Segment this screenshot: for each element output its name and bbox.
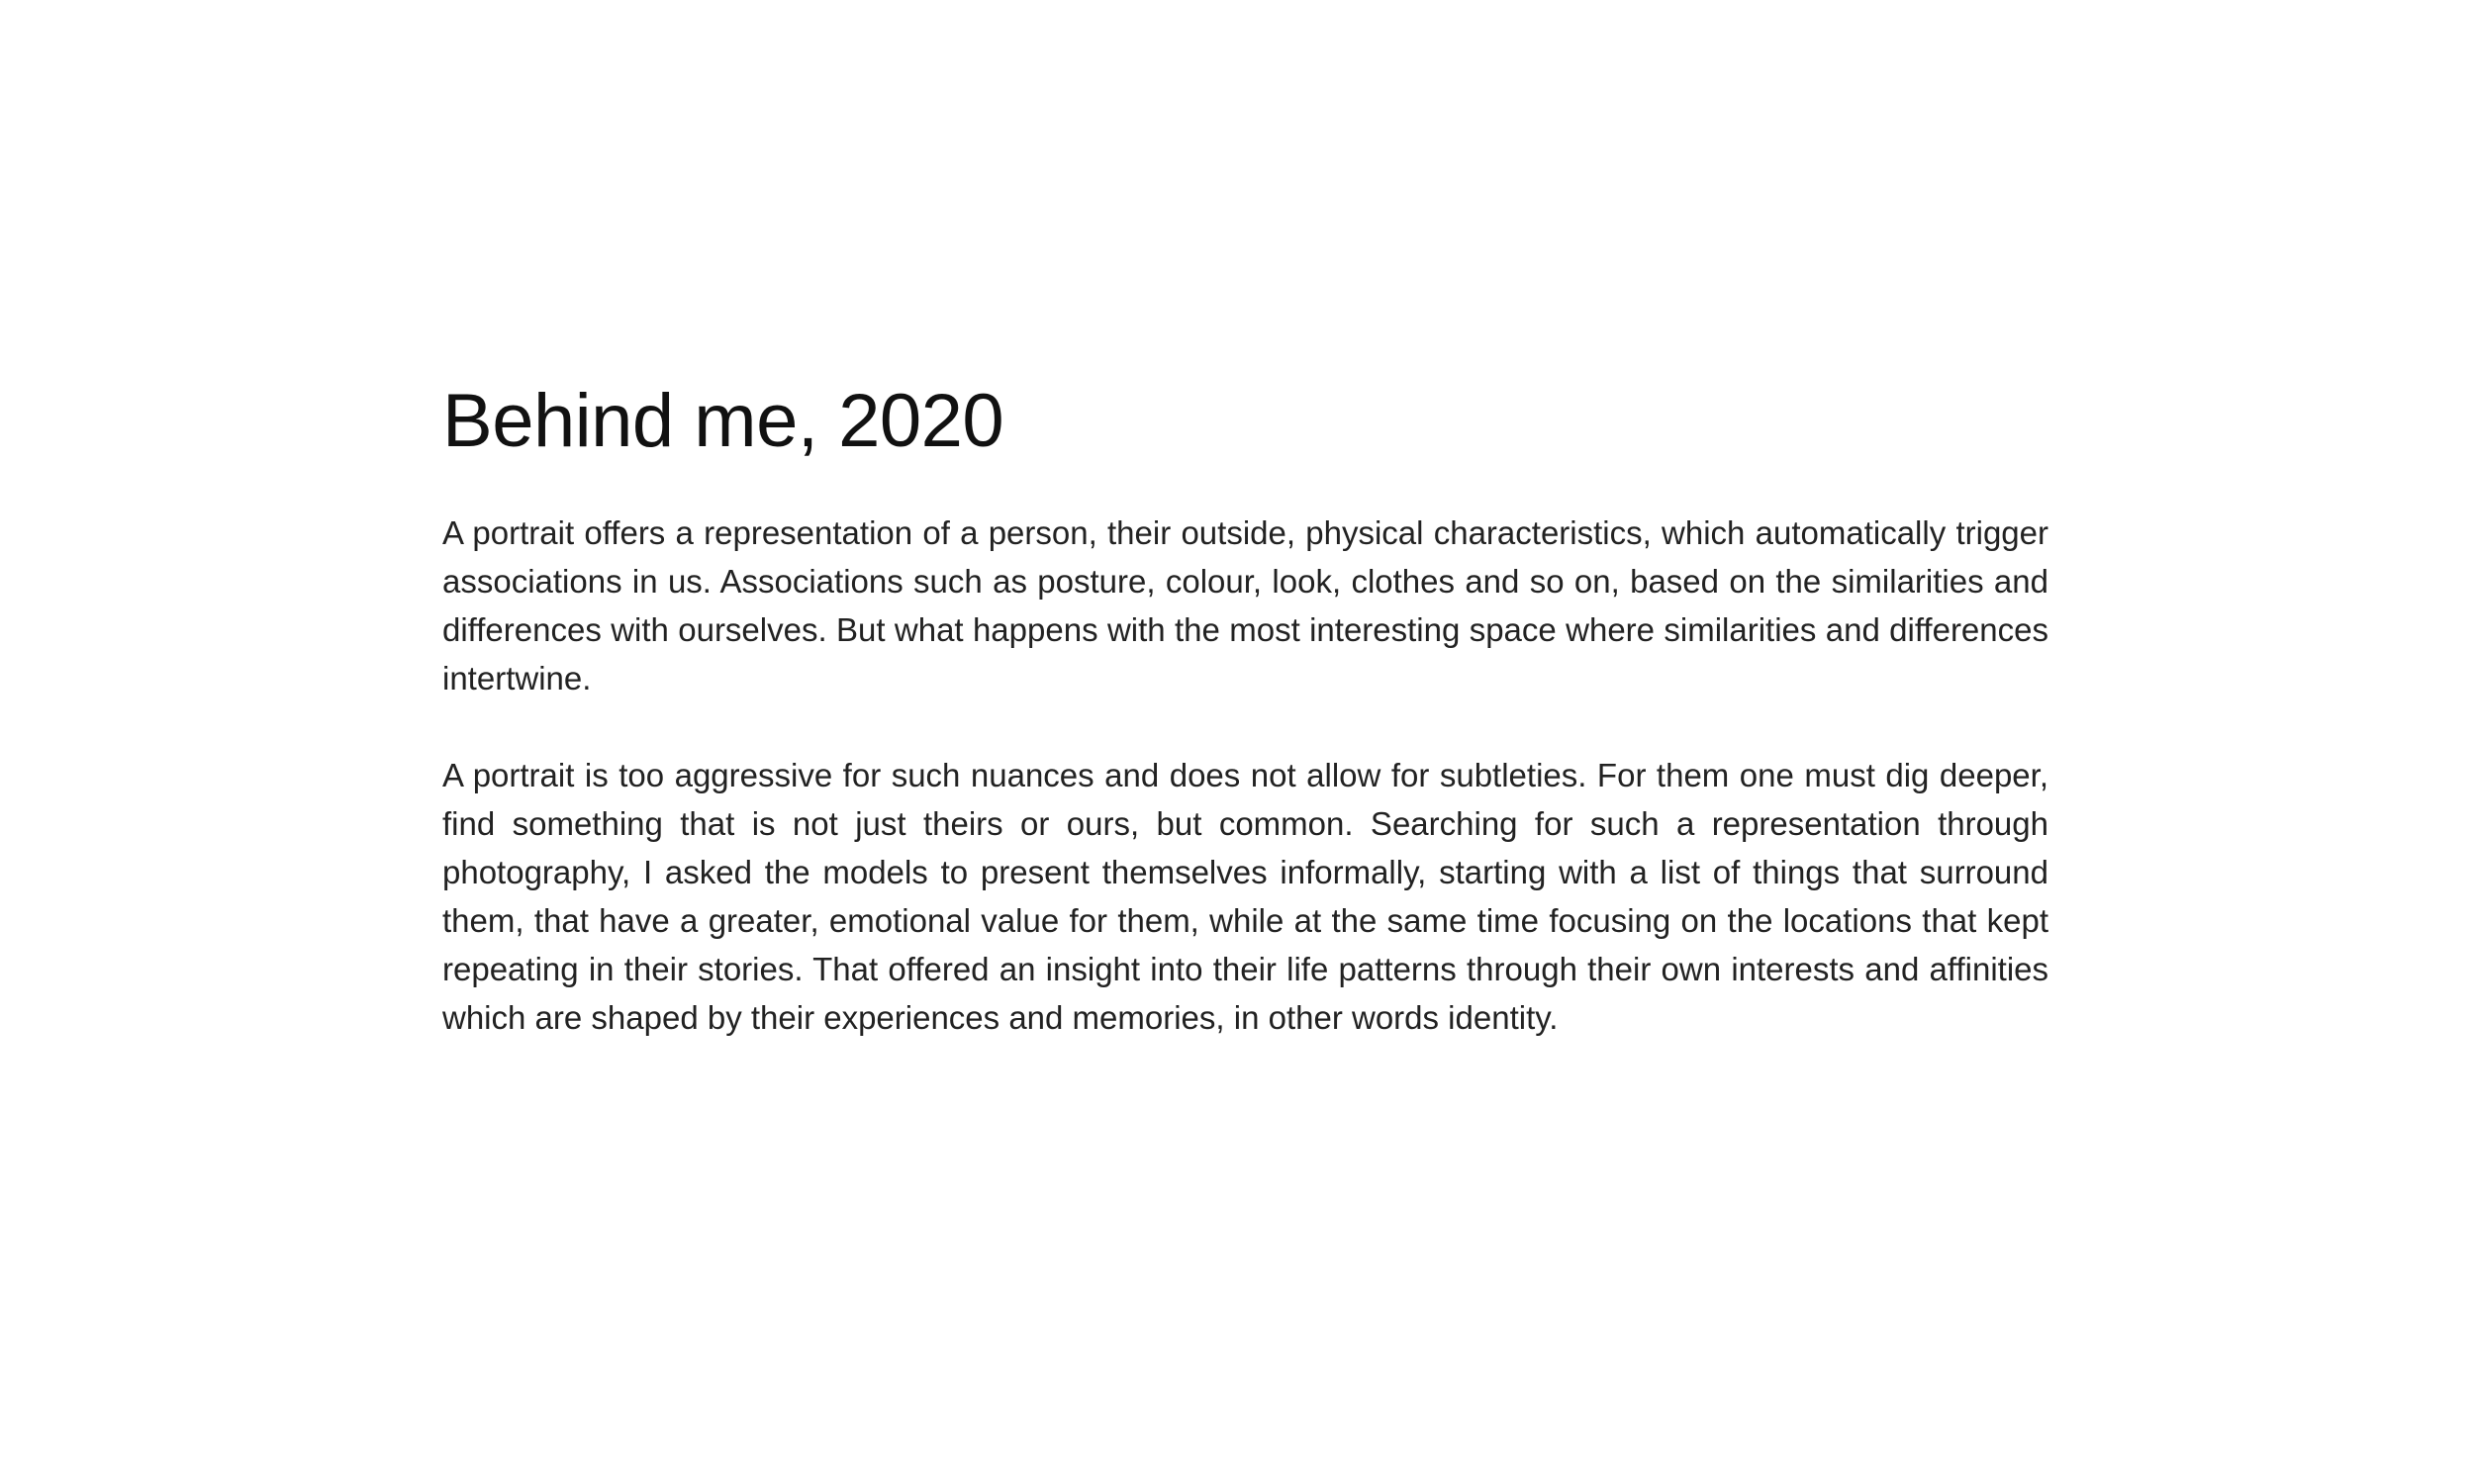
paragraph-1: A portrait offers a representation of a person, their outside, physical characteristics, which automatically trigger associations in us. Associations such as posture, colour, look, clothes and so on, based on the similarities and differences with ourselves. But what happens with the most interesting space where similarities and differences intertwine. [442,514,2048,696]
text-block [442,379,2048,1042]
paragraph-2: A portrait is too aggressive for such nuances and does not allow for subtleties. For them one must dig deeper, find something that is not just theirs or ours, but common. Searching for such a representation through photography, I asked the models to present themselves informally, starting with a list of things that surround them, that have a greater, emotional value for them, while at the same time focusing on the locations that kept repeating in their stories. That offered an insight into their life patterns through their own interests and affinities which are shaped by their experiences and memories, in other words identity. [442,757,2048,1036]
body-text [442,509,2048,1042]
page-title: Behind me, 2020 [442,379,1004,463]
